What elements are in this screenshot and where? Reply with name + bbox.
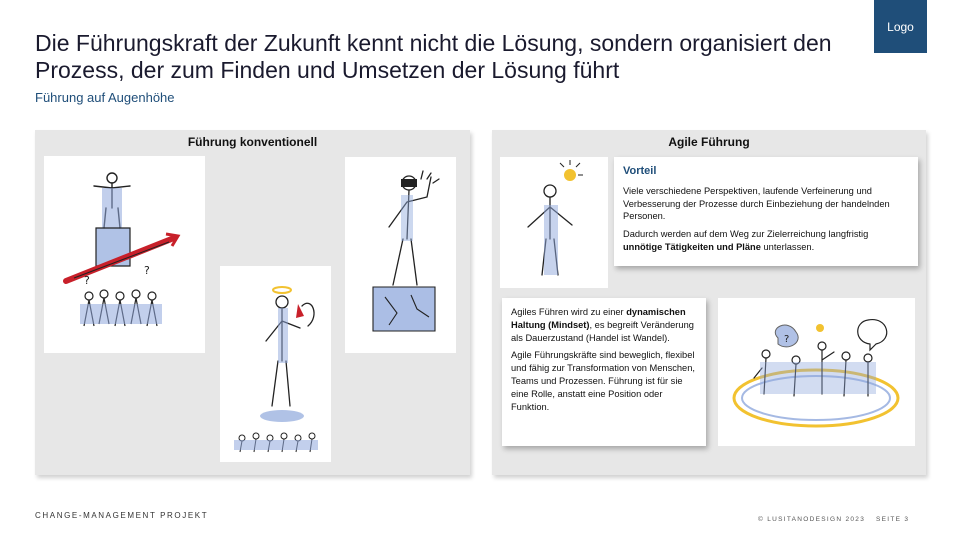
logo [874, 0, 927, 53]
hierarchy-illustration [44, 156, 205, 353]
footer-copyright: © LUSITANODESIGN 2023 [758, 516, 866, 523]
vorteil-p2-emphasis: unnötige Tätigkeiten und Pläne [623, 241, 761, 252]
halo-leader-illustration [220, 266, 331, 462]
vr-leader-illustration [345, 157, 456, 353]
vorteil-paragraph-1: Viele verschiedene Perspektiven, laufende Verfeinerung und Verbesserung der Prozesse durch Einbeziehung der handelnden Personen. [623, 185, 890, 222]
vorteil-p2-end: unterlassen. [760, 241, 815, 252]
svg-text:?: ? [84, 274, 90, 287]
panel-conventional [35, 130, 470, 475]
vorteil-p2-text: Dadurch werden auf dem Weg zur Zielerreichung langfristig [623, 229, 869, 240]
svg-text:?: ? [784, 334, 790, 345]
vorteil-paragraph-2 [623, 228, 909, 254]
vorteil-box [614, 157, 918, 266]
agile-p1-emphasis: dynamischen Haltung (Mindset) [511, 307, 686, 330]
sketch-vr-leader [345, 157, 456, 353]
sketch-team [718, 298, 915, 446]
sketch-halo-leader [220, 266, 331, 462]
sketch-idea-person [500, 157, 608, 288]
sketch-hierarchy [44, 156, 205, 353]
agile-paragraph-1 [511, 306, 697, 344]
agile-text-box [502, 298, 706, 446]
vorteil-heading: Vorteil [623, 165, 657, 177]
idea-person-illustration [500, 157, 608, 288]
footer-project-name: CHANGE-MANAGEMENT PROJEKT [35, 511, 209, 520]
panel-conventional-title: Führung konventionell [187, 135, 318, 149]
team-illustration [718, 298, 915, 446]
agile-p1-text: Agiles Führen wird zu einer [511, 307, 627, 317]
logo-label: Logo [887, 19, 914, 34]
panel-agile [492, 130, 926, 475]
page-subtitle: Führung auf Augenhöhe [35, 90, 175, 105]
agile-paragraph-2: Agile Führungskräfte sind beweglich, flexibel und fähig zur Transformation von Menschen, Teams und Prozessen. Führung ist für sie eine Rolle, anstatt eine Position oder Funktion. [511, 350, 695, 412]
panel-agile-title: Agile Führung [668, 135, 750, 149]
agile-p1-end: , es begreift Veränderung als Dauerzustand (Handel ist Wandel). [511, 319, 694, 343]
footer-page-number: SEITE 3 [876, 516, 910, 523]
svg-text:?: ? [144, 264, 150, 277]
page-title: Die Führungskraft der Zukunft kennt nicht die Lösung, sondern organisiert den Prozess, der zum Finden und Umsetzen der Lösung führt [35, 30, 832, 83]
